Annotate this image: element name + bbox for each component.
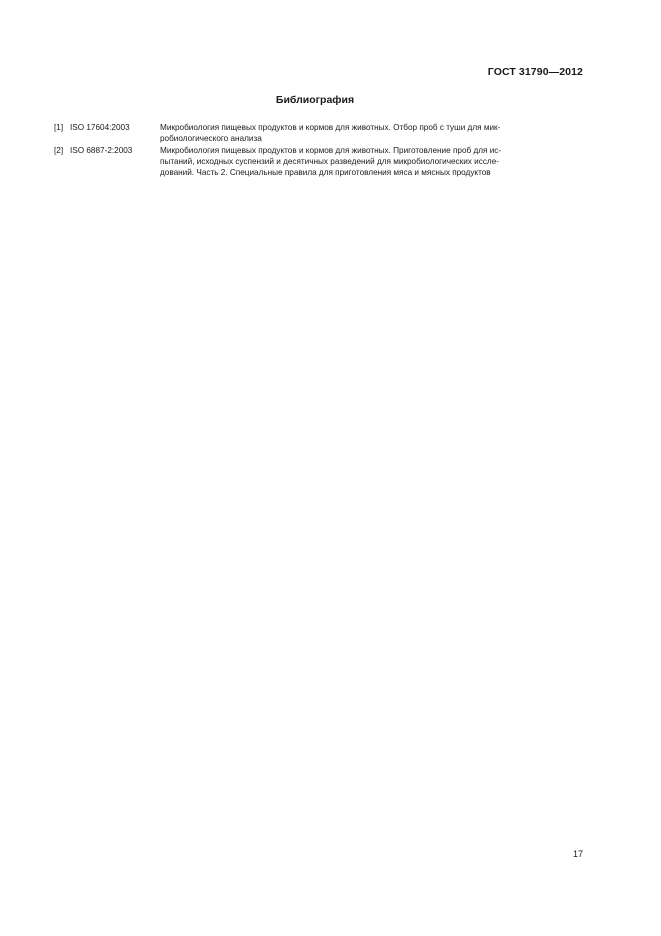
section-title: Библиография (275, 94, 355, 106)
entry-title-line: робиологического анализа (160, 134, 262, 143)
page-number: 17 (572, 849, 583, 859)
bibliography-list (54, 122, 580, 179)
entry-title-line: Микробиология пищевых продуктов и кормов для животных. Приготовление проб для ис- (160, 146, 502, 155)
entry-standard-code: ISO 6887-2:2003 (70, 146, 133, 155)
entry-standard-code: ISO 17604:2003 (70, 123, 130, 132)
entry-title-line: Микробиология пищевых продуктов и кормов для животных. Отбор проб с туши для мик- (160, 123, 501, 132)
entry-title (160, 145, 580, 178)
entry-number: [2] (54, 146, 64, 155)
bibliography-entry (54, 145, 580, 178)
entry-title (160, 122, 580, 144)
entry-title-line: дований. Часть 2. Специальные правила для приготовления мяса и мясных продуктов (160, 168, 491, 177)
entry-title-line: пытаний, исходных суспензий и десятичных разведений для микробиологических иссле- (160, 157, 499, 166)
entry-number: [1] (54, 123, 64, 132)
document-standard-id: ГОСТ 31790—2012 (487, 66, 583, 78)
bibliography-entry (54, 122, 580, 144)
